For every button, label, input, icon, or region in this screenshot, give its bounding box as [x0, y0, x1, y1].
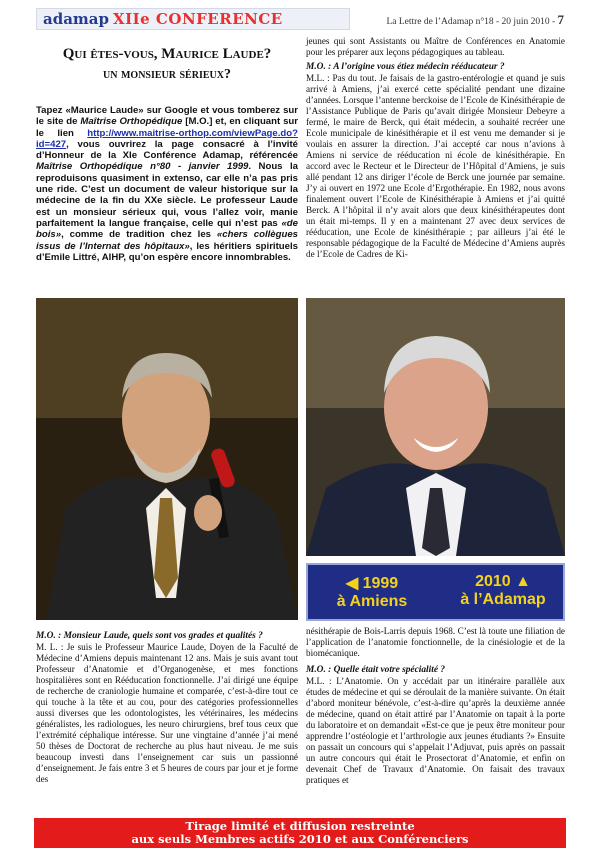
- intro-text-c: , vous ouvrirez la page consacré à l’invité d’Honneur de la XIe Conférence Adamap, référencée: [36, 138, 298, 162]
- issue-label: La Lettre de l’Adamap n°18 - 20 juin 2010 -: [386, 17, 556, 27]
- answer-origin: M.L. : Pas du tout. Je faisais de la gastro-entérologie et quand je suis arrivé à Amiens, j’ai exercé cette spécialité pendant une dizaine d’années. Lorsque l’antenne berckoise de l’Ecole de Kinésithérapie de l’Assistance Publique de Paris qu’avait dirigée Monsieur Debeyre a fermé, le maire de Berck, qui était médecin, a souhaité recréer une Ecole municipale de kinésithérapie et il est venu me demander si je voulais en assurer la direction. J’ai accepté car nous n’avions à Amiens ni service de rééducation ni école de kinésithérapie. En accord avec le Recteur et le Directeur de l’Hôpital d’Amiens, je suis allé pendant 12 ans diriger l’école de Berck une journée par semaine. J’y ai ouvert en 1972 une Ecole d’Ergothérapie. En 1982, nous avons finalement ouvert l’Ecole de Kinésithérapie à Amiens et j’ai quitté Berck. A l’hôpital il n’y avait alors que deux kinésithérapeutes dont un était mi-temps. Il y en a maintenant 27 avec deux services de rééducation, une Ecole de kinésithérapie ; par ailleurs j’ai été le responsable pédagogique de la Faculté de Médecine d’Amiens auprès de l’Ecole de Cadres de Ki-: [306, 73, 565, 259]
- intro-text-f: , les héritiers spirituels d’Emile Littré, AIHP, qu’on espère encore innombrables.: [36, 240, 298, 263]
- lower-left-column: [36, 631, 298, 785]
- intro-text-a: Tapez «Maurice Laude» sur Google et vous tomberez sur le site de: [36, 105, 298, 128]
- year-1999-block: [322, 573, 422, 611]
- article-title: Qui êtes-vous, Maurice Laude?: [62, 46, 272, 62]
- intro-reference: Maîtrise Orthopédique n°80 - janvier 1999: [36, 161, 249, 173]
- footer-line2: aux seuls Membres actifs 2010 et aux Conférenciers: [131, 832, 469, 846]
- portrait-1999-illustration: [36, 298, 298, 620]
- brand-name: adamap: [43, 10, 110, 28]
- intro-paragraph: [36, 105, 298, 263]
- intro-text-b: [M.O.] et, en cliquant sur le lien: [36, 116, 298, 139]
- lower-right-column: [306, 626, 565, 786]
- answer-specialite: M.L. : L’Anatomie. On y accédait par un itinéraire parallèle aux études de médecine et qui se déroulait de la manière suivante. On était d’abord moniteur bénévole, c’est-à-dire qu’après la deuxième année de médecine, quand on était attiré par l’Anatomie on tapait à la porte du laboratoire et on demandait «Est-ce que je peux être moniteur pour apprendre l’ostéologie et l’arthrologie aux jeunes étudiants ?» Ensuite on passait un concours qui s’appelait l’Adjuvat, puis après on passait un autre concours qui était le Prosectorat d’Anatomie, et enfin on devenait Chef de Travaux d’Anatomie. On faisait des travaux pratiques et: [306, 676, 565, 785]
- intro-site-name: Maîtrise Orthopédique: [80, 116, 183, 128]
- intro-quote: «chers collègues issus de l’Internat des hôpitaux»: [36, 229, 299, 252]
- year-2010: 2010 ▲: [475, 573, 531, 590]
- photo-2010: [306, 298, 565, 556]
- year-1999: ◀ 1999: [345, 575, 399, 592]
- footer-line1: Tirage limité et diffusion restreinte: [185, 819, 415, 833]
- question-origin: M.O. : A l’origine vous étiez médecin rééducateur ?: [306, 62, 505, 72]
- intro-text-e: , comme de tradition chez les: [61, 229, 217, 241]
- portrait-2010-illustration: [306, 298, 565, 556]
- header-banner: [36, 8, 350, 30]
- intro-bois: «de bois»: [36, 217, 298, 241]
- question-grades: M.O. : Monsieur Laude, quels sont vos grades et qualités ?: [36, 631, 263, 641]
- question-specialite: M.O. : Quelle était votre spécialité ?: [306, 665, 446, 675]
- left-column: [36, 42, 298, 263]
- right-top-text: jeunes qui sont Assistants ou Maître de Conférences en Anatomie pour les préparer aux leçons pédagogiques au tableau.: [306, 36, 565, 57]
- conference-title: XIIe CONFERENCE: [113, 10, 283, 28]
- page-number: 7: [557, 12, 564, 27]
- footer-notice: [34, 818, 566, 848]
- right-column: [306, 36, 565, 260]
- intro-link[interactable]: http://www.maitrise-orthop.com/viewPage.do?id=427: [36, 127, 298, 150]
- intro-text-d: . Nous la reproduisons quasiment in extenso, car elle n’a pas pris une ride. C’est un document de valeur historique sur la médecine de la fin du XXe siècle. Le professeur Laude est un monsieur sérieux qui, vous l’allez voir, manie parfaitement la langue française, celle qui n’est pas: [36, 161, 299, 229]
- right-bottom-text: nésithérapie de Bois-Larris depuis 1968. C’est là toute une filiation de l’application de l’anatomie fonctionnelle, de la cinésiologie et de la biomécanique.: [306, 626, 565, 658]
- place-amiens: à Amiens: [336, 593, 408, 610]
- years-banner: [306, 563, 565, 621]
- answer-grades: M. L. : Je suis le Professeur Maurice Laude, Doyen de la Faculté de Médecine d’Amiens depuis maintenant 12 ans. Mais je suis avant tout Professeur d’Anatomie et d’Organogenèse, et mes fonctions hospitalières sont en Rééducation fonctionnelle. J’ai dirigé une équipe de recherche de craniologie humaine et comparée, c’est-à-dire tout ce qui touche à la tête et au cou, pour des catégories professionnelles aussi diverses que les odontologistes, les vétérinaires, les médecins généralistes, les radiologues, les neuro chirurgiens, bref tous ceux que l’extrémité céphalique intéresse. Sur une vingtaine d’année j’ai mené 50 thèses de Doctorat de recherche au plus haut niveau. Je me suis beaucoup investi dans l’enseignement car suis un passionné d’enseignement. Je fais entre 3 et 5 heures de cours par jour et je forme des: [36, 642, 298, 784]
- article-subtitle: un monsieur sérieux?: [103, 67, 231, 82]
- issue-info: [386, 12, 564, 28]
- year-2010-block: [448, 573, 558, 609]
- photo-1999: [36, 298, 298, 620]
- place-adamap: à l’Adamap: [460, 591, 546, 608]
